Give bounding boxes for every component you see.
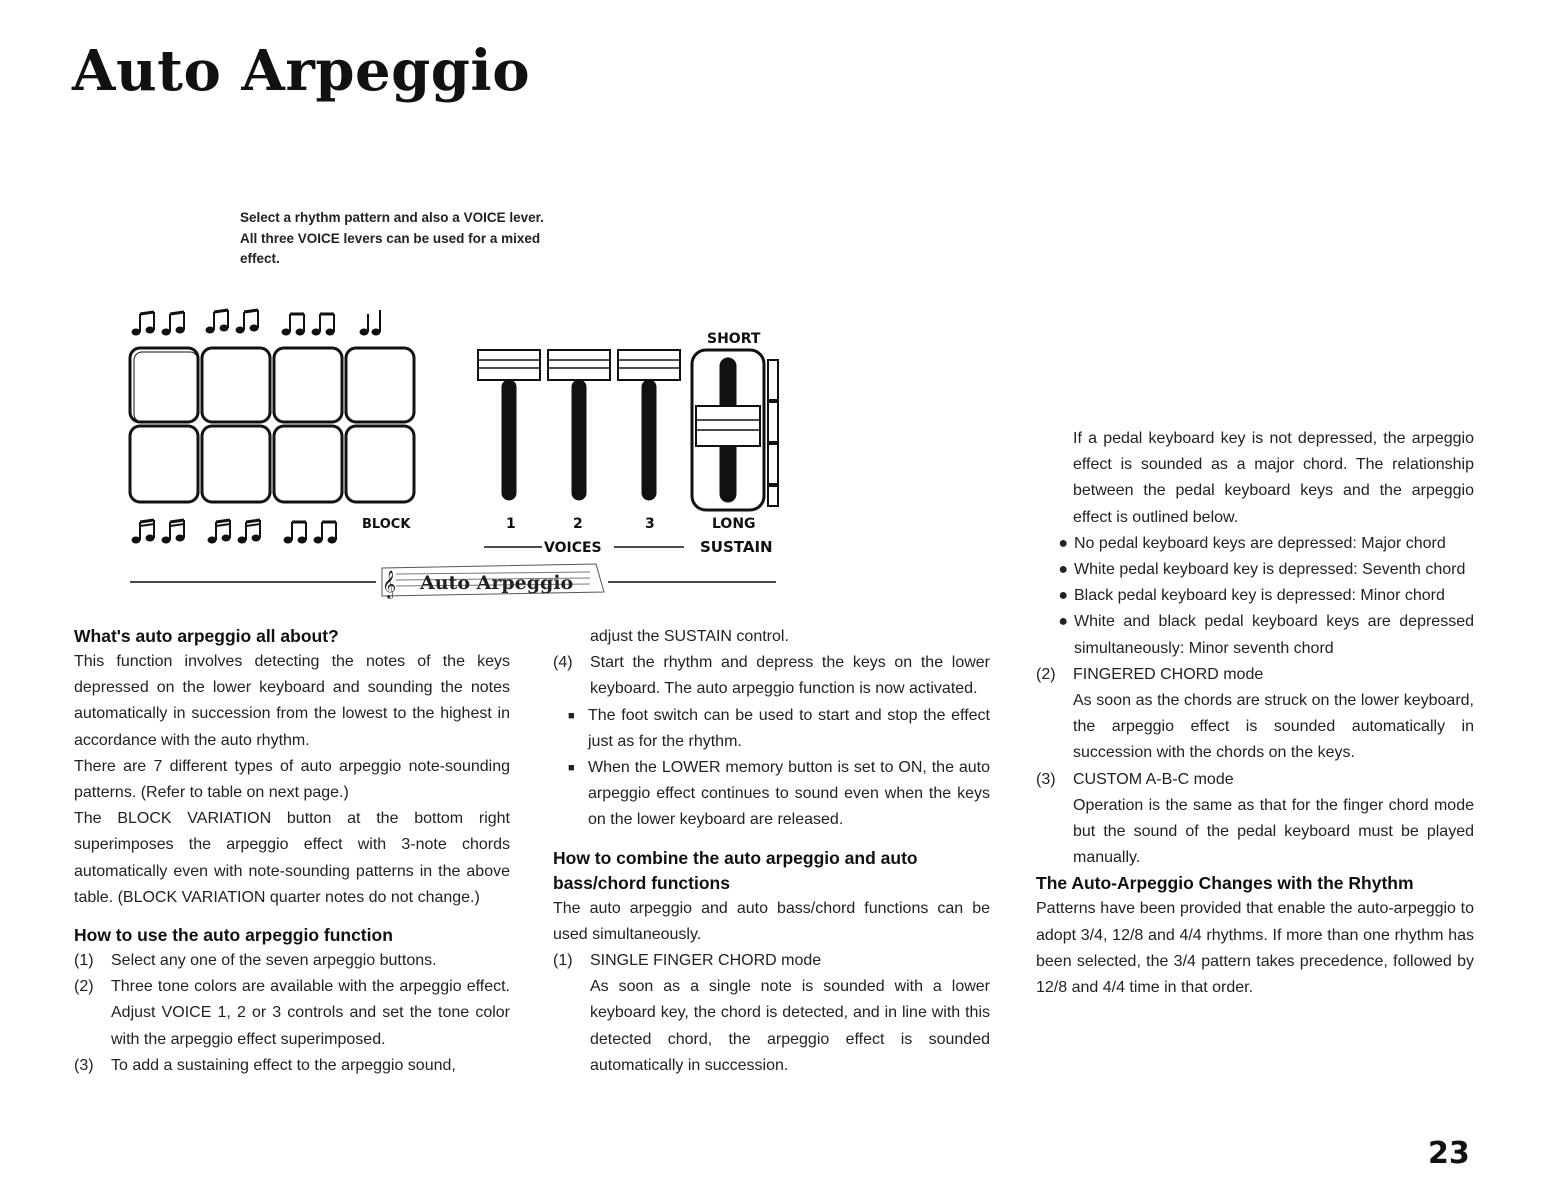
- bullet-item: ■ When the LOWER memory button is set to ON, the auto arpeggio effect continues to sound even when the keys on the lower keyboard are released.: [568, 755, 990, 834]
- bullet-item: ● White pedal keyboard key is depressed: Seventh chord: [1036, 557, 1474, 583]
- section-heading: What's auto arpeggio all about?: [74, 626, 339, 646]
- page-title: Auto Arpeggio: [72, 38, 531, 104]
- rhythm-pad-grid: [130, 348, 414, 502]
- instruction-text: [240, 208, 560, 270]
- paragraph: If a pedal keyboard key is not depressed, the arpeggio effect is sounded as a major chord. The relationship between the pedal keyboard keys and the arpeggio effect is outlined below.: [1073, 430, 1474, 526]
- dot-bullet-icon: ●: [1058, 587, 1068, 605]
- arpeggio-control-diagram: [120, 296, 800, 606]
- dot-bullet-icon: ●: [1058, 613, 1068, 631]
- voice-number: 1: [506, 516, 516, 532]
- voice-number: 3: [645, 516, 655, 532]
- dot-bullet-icon: ●: [1058, 561, 1068, 579]
- svg-text:Auto Arpeggio: Auto Arpeggio: [420, 572, 574, 594]
- bullet-item: ■ The foot switch can be used to start and stop the effect just as for the rhythm.: [568, 703, 990, 755]
- list-item: (2) Three tone colors are available with the arpeggio effect. Adjust VOICE 1, 2 or 3 controls and set the tone color with the arpeggio effect superimposed.: [74, 978, 510, 1048]
- bullet-item: ● White and black pedal keyboard keys are depressed simultaneously: Minor seventh chord: [1036, 609, 1474, 661]
- paragraph: adjust the SUSTAIN control.: [590, 628, 789, 645]
- page-number: 23: [1428, 1136, 1470, 1171]
- list-item: (3) To add a sustaining effect to the arpeggio sound,: [74, 1056, 456, 1074]
- list-item: (2) FINGERED CHORD mode: [1036, 665, 1264, 683]
- paragraph: Operation is the same as that for the finger chord mode but the sound of the pedal keyboard must be played manually.: [1073, 796, 1474, 867]
- note-pattern-icon: [132, 310, 380, 335]
- block-label: BLOCK: [362, 517, 411, 532]
- short-label: SHORT: [707, 331, 761, 347]
- dot-bullet-icon: ●: [1058, 534, 1068, 552]
- paragraph: As soon as the chords are struck on the lower keyboard, the arpeggio effect is sounded automatically in succession with the chords on the keys.: [1073, 692, 1474, 762]
- voice-levers: [478, 350, 680, 500]
- paragraph: The auto arpeggio and auto bass/chord functions can be used simultaneously.: [553, 899, 990, 943]
- instruction-line: Select a rhythm pattern and also a VOICE lever.: [240, 210, 544, 225]
- note-pattern-icon: [132, 520, 336, 543]
- column-2: [553, 624, 990, 1079]
- svg-text:𝄞: 𝄞: [382, 570, 397, 598]
- instruction-line: All three VOICE levers can be used for a mixed effect.: [240, 230, 541, 266]
- square-bullet-icon: ■: [568, 709, 575, 722]
- section-heading: The Auto-Arpeggio Changes with the Rhythm: [1036, 873, 1414, 894]
- list-item: (1) Select any one of the seven arpeggio buttons.: [74, 952, 437, 970]
- sustain-lever: [692, 350, 778, 510]
- bullet-item: ● No pedal keyboard keys are depressed: Major chord: [1036, 531, 1474, 557]
- long-label: LONG: [712, 516, 756, 532]
- square-bullet-icon: ■: [568, 762, 575, 775]
- list-item: (1) SINGLE FINGER CHORD mode: [553, 952, 822, 970]
- paragraph: Patterns have been provided that enable the auto-arpeggio to adopt 3/4, 12/8 and 4/4 rhythms. If more than one rhythm has been selected, the 3/4 pattern takes precedence, followed by 12/8 and 4/4 time in that order.: [1036, 900, 1474, 997]
- list-item: (4) Start the rhythm and depress the keys on the lower keyboard. The auto arpeggio function is now activated.: [553, 654, 990, 698]
- paragraph: As soon as a single note is sounded with a lower keyboard key, the chord is detected, and in line with this detected chord, the arpeggio effect is sounded automatically in succession.: [590, 978, 990, 1074]
- voices-label: VOICES: [544, 540, 602, 556]
- sustain-label: SUSTAIN: [700, 538, 773, 556]
- section-heading: How to combine the auto arpeggio and auto bass/chord functions: [553, 847, 918, 893]
- section-heading: How to use the auto arpeggio function: [74, 925, 393, 946]
- list-item: (3) CUSTOM A-B-C mode: [1036, 770, 1234, 788]
- voice-number: 2: [573, 516, 583, 532]
- paragraph: This function involves detecting the notes of the keys depressed on the lower keyboard and sounding the notes automatically in succession from the lowest to the highest in accordance with the auto rhythm.: [74, 653, 510, 749]
- column-1: [74, 624, 510, 1079]
- paragraph: The BLOCK VARIATION button at the bottom right superimposes the arpeggio effect with 3-note chords automatically even with note-sounding patterns in the above table. (BLOCK VARIATION quarter notes do not change.): [74, 810, 510, 906]
- paragraph: There are 7 different types of auto arpeggio note-sounding patterns. (Refer to table on next page.): [74, 757, 510, 802]
- bullet-item: ● Black pedal keyboard key is depressed: Minor chord: [1036, 583, 1474, 609]
- auto-arpeggio-logo: [382, 564, 604, 599]
- column-3: [1036, 426, 1474, 1001]
